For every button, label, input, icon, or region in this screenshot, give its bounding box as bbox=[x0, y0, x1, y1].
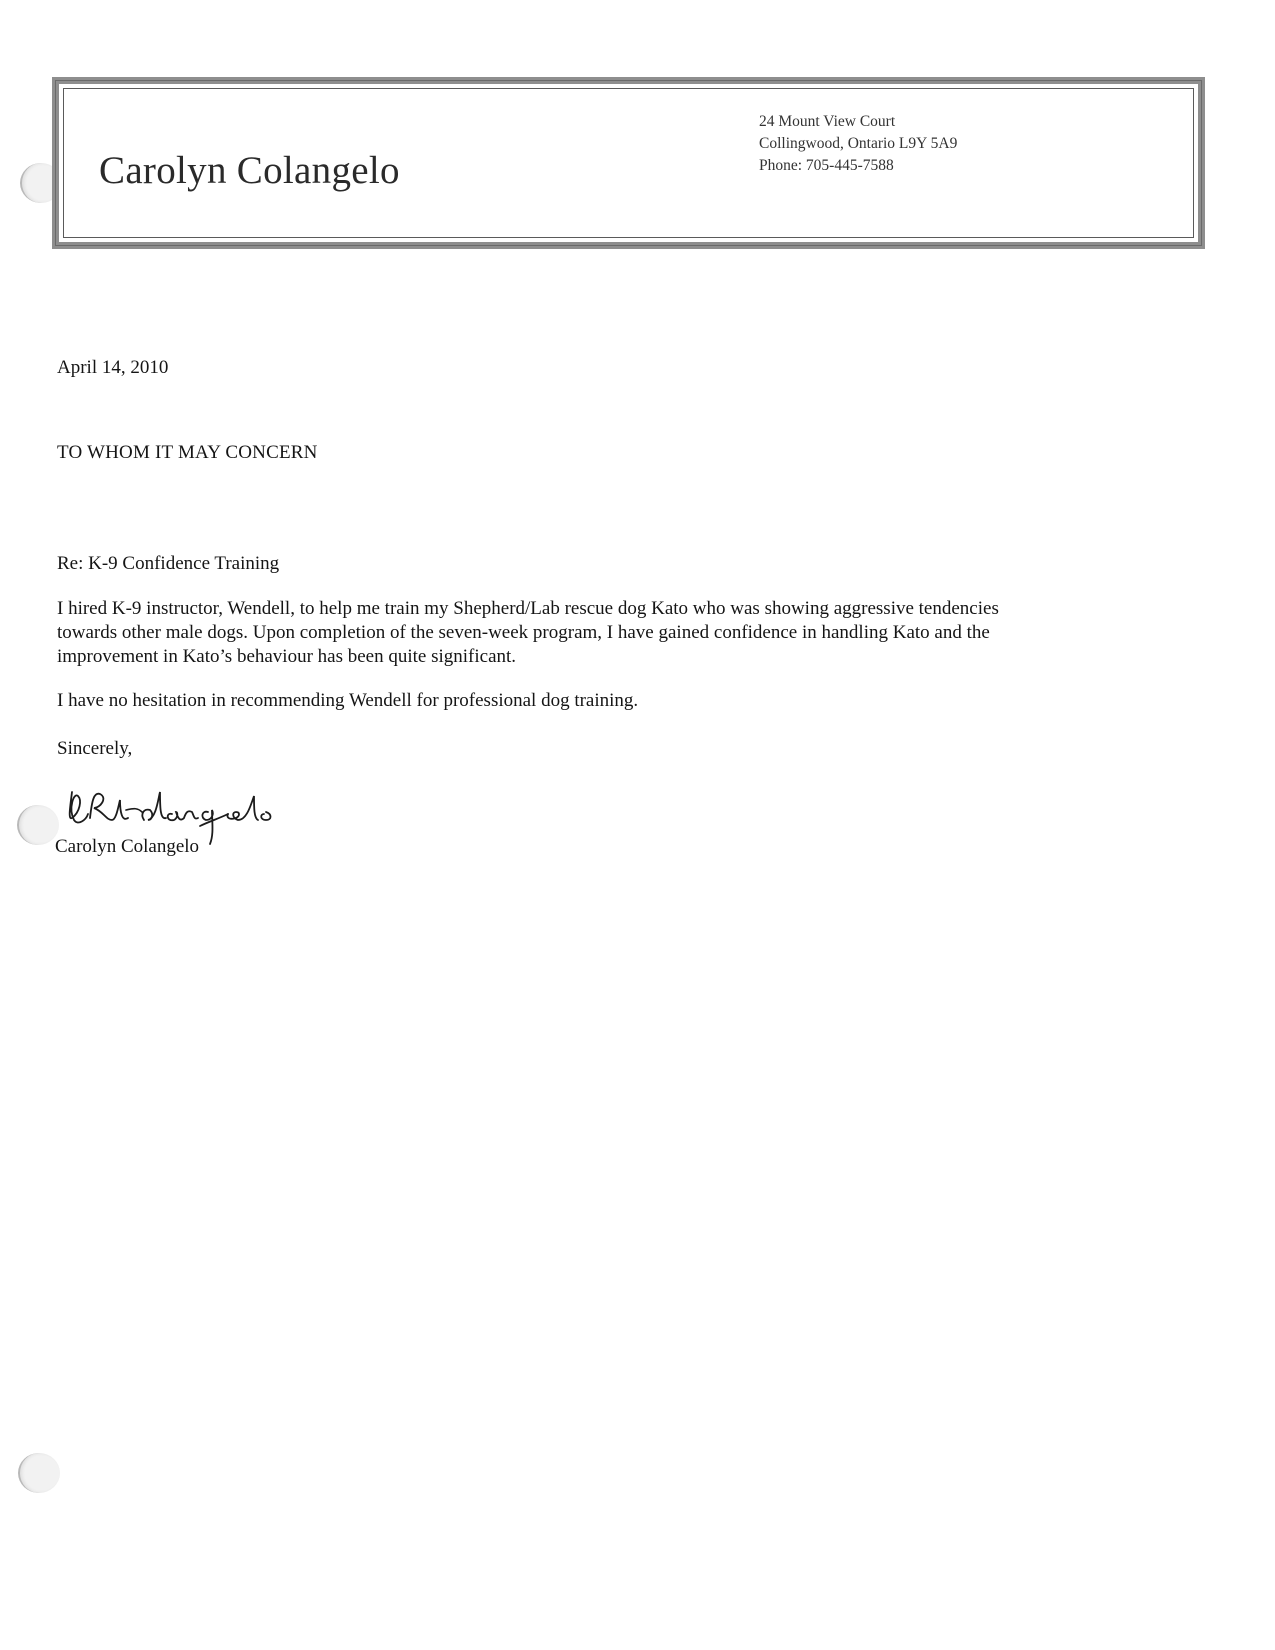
letter-closing: Sincerely, bbox=[57, 738, 133, 759]
letterhead-box bbox=[52, 77, 1205, 249]
paragraph-1-line-2: towards other male dogs. Upon completion of the seven-week program, I have gained confidence in handling Kato and the bbox=[57, 622, 990, 643]
letterhead-name: Carolyn Colangelo bbox=[99, 149, 400, 192]
letter-paragraph-1 bbox=[57, 597, 999, 669]
address-line-2: Collingwood, Ontario L9Y 5A9 bbox=[759, 135, 958, 152]
address-line-1: 24 Mount View Court bbox=[759, 113, 896, 130]
letterhead-address bbox=[759, 111, 957, 177]
letter-paragraph-2: I have no hesitation in recommending Wendell for professional dog training. bbox=[57, 690, 639, 711]
punch-hole-middle bbox=[17, 805, 59, 845]
punch-hole-bottom bbox=[18, 1453, 60, 1493]
letter-subject: Re: K-9 Confidence Training bbox=[57, 553, 280, 574]
paragraph-1-line-3: improvement in Kato’s behaviour has been quite significant. bbox=[57, 646, 517, 667]
letter-salutation: TO WHOM IT MAY CONCERN bbox=[57, 442, 318, 463]
letter-signature-name: Carolyn Colangelo bbox=[55, 836, 200, 857]
paragraph-1-line-1: I hired K-9 instructor, Wendell, to help me train my Shepherd/Lab rescue dog Kato who was showing aggressive tendencies bbox=[57, 598, 999, 619]
phone-line: Phone: 705-445-7588 bbox=[759, 157, 894, 174]
letter-date: April 14, 2010 bbox=[57, 357, 169, 378]
